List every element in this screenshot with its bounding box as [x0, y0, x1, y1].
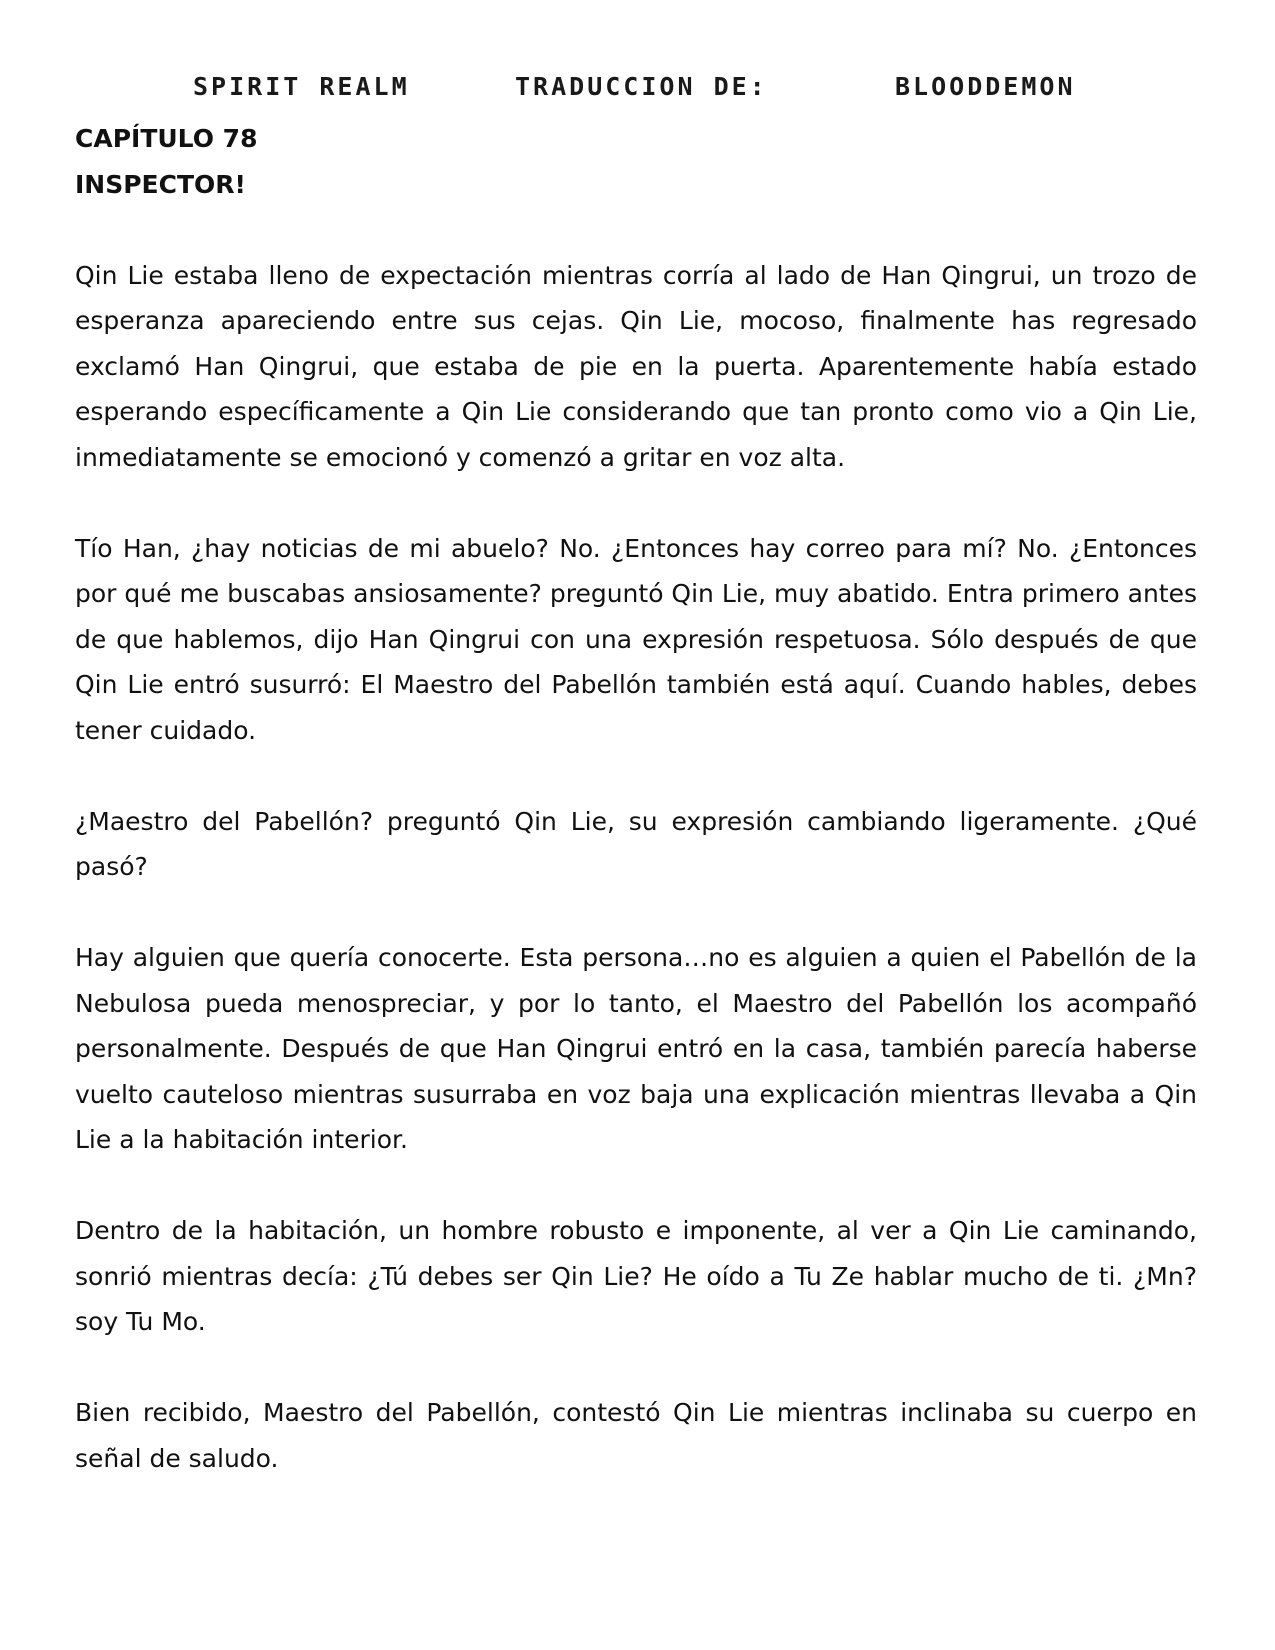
- page-header: [0, 72, 1275, 108]
- chapter-number: CAPÍTULO 78: [75, 124, 258, 153]
- paragraph-gap: [75, 753, 1197, 799]
- paragraph-6: Bien recibido, Maestro del Pabellón, contestó Qin Lie mientras inclinaba su cuerpo en señal de saludo.: [75, 1398, 1197, 1473]
- paragraph-gap: [75, 480, 1197, 526]
- header-translator-name: BLOODDEMON: [895, 72, 1076, 101]
- paragraph-gap: [75, 1345, 1197, 1391]
- paragraph-gap: [75, 890, 1197, 936]
- paragraph-3: ¿Maestro del Pabellón? preguntó Qin Lie, su expresión cambiando ligeramente. ¿Qué pasó?: [75, 806, 1197, 881]
- chapter-title: INSPECTOR!: [75, 169, 246, 199]
- paragraph-gap: [75, 1163, 1197, 1209]
- section-gap: [75, 207, 1197, 253]
- document-body: [75, 116, 1197, 1481]
- paragraph-2: Tío Han, ¿hay noticias de mi abuelo? No. ¿Entonces hay correo para mí? No. ¿Entonces por qué me buscabas ansiosamente? preguntó Qin Lie, muy abatido. Entra primero antes de que hablemos, dijo Han Qingrui con una expresión respetuosa. Sólo después de que Qin Lie entró susurró: El Maestro del Pabellón también está aquí. Cuando hables, debes tener cuidado.: [75, 533, 1197, 745]
- paragraph-4: Hay alguien que quería conocerte. Esta persona…no es alguien a quien el Pabellón de la Nebulosa pueda menospreciar, y por lo tanto, el Maestro del Pabellón los acompañó personalmente. Después de que Han Qingrui entró en la casa, también parecía haberse vuelto cauteloso mientras susurraba en voz baja una explicación mientras llevaba a Qin Lie a la habitación interior.: [75, 943, 1197, 1154]
- paragraph-5: Dentro de la habitación, un hombre robusto e imponente, al ver a Qin Lie caminando, sonrió mientras decía: ¿Tú debes ser Qin Lie? He oído a Tu Ze hablar mucho de ti. ¿Mn? soy Tu Mo.: [75, 1216, 1197, 1336]
- header-translation-label: TRADUCCION DE:: [515, 72, 768, 101]
- header-series-title: SPIRIT REALM: [193, 72, 410, 101]
- paragraph-1: Qin Lie estaba lleno de expectación mientras corría al lado de Han Qingrui, un trozo de esperanza apareciendo entre sus cejas. Qin Lie, mocoso, finalmente has regresado exclamó Han Qingrui, que estaba de pie en la puerta. Aparentemente había estado esperando específicamente a Qin Lie considerando que tan pronto como vio a Qin Lie, inmediatamente se emocionó y comenzó a gritar en voz alta.: [75, 260, 1197, 472]
